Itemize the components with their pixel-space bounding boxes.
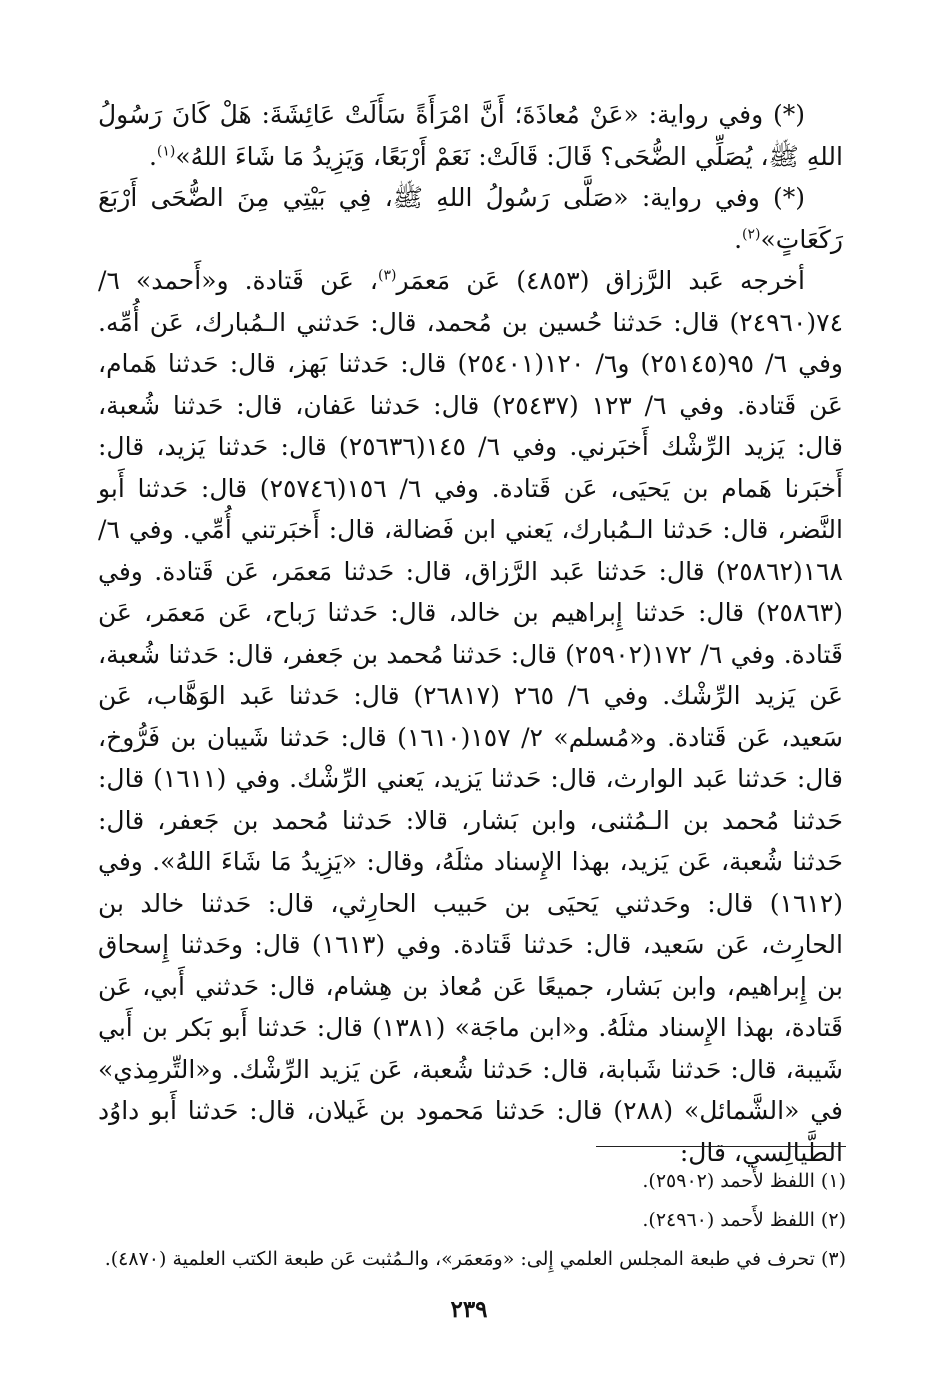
- takhrij-paragraph: [98, 260, 843, 1173]
- footnote-separator: [596, 1146, 846, 1147]
- footnote-ref-2[interactable]: (٢): [742, 226, 761, 243]
- main-text: [98, 94, 843, 1173]
- footnotes: [96, 1162, 846, 1279]
- footnote-ref-3[interactable]: (٣): [378, 267, 397, 284]
- footnote-3: (٣) تحرف في طبعة المجلس العلمي إِلى: «ومَعمَر»، والـمُثبت عَن طبعة الكتب العلمية (٤٨٧٠).: [104, 1248, 846, 1270]
- footnote-ref-1[interactable]: (١): [156, 143, 176, 160]
- narration-paragraph-2: [98, 177, 843, 260]
- page-number: ٢٣٩: [450, 1296, 488, 1323]
- takhrij-text-rest: ، عَن قَتادة. و«أَحمد» ٦/ ٧٤(٢٤٩٦٠) قال: حَدثنا حُسين بن مُحمد، قال: حَدثني الـمُبارك، عَن أُمِّه. وفي ٦/ ٩٥(٢٥١٤٥) و٦/ ١٢٠(٢٥٤٠١) قال: حَدثنا بَهز، قال: حَدثنا هَمام، عَن قَتادة. وفي ٦/ ١٢٣ (٢٥٤٣٧) قال: حَدثنا عَفان، قال: حَدثنا شُعبة، قال: يَزيد الرِّشْك أَخبَرني. وفي ٦/ ١٤٥(٢٥٦٣٦) قال: حَدثنا يَزيد، قال: أَخبَرنا هَمام بن يَحيَى، عَن قَتادة. وفي ٦/ ١٥٦(٢٥٧٤٦) قال: حَدثنا أَبو النَّضر، قال: حَدثنا الـمُبارك، يَعني ابن فَضالة، قال: أَخبَرتني أُمِّي. وفي ٦/ ١٦٨(٢٥٨٦٢) قال: حَدثنا عَبد الرَّزاق، قال: حَدثنا مَعمَر، عَن قَتادة. وفي (٢٥٨٦٣) قال: حَدثنا إِبراهيم بن خالد، قال: حَدثنا رَباح، عَن مَعمَر، عَن قَتادة. وفي ٦/ ١٧٢(٢٥٩٠٢) قال: حَدثنا مُحمد بن جَعفر، قال: حَدثنا شُعبة، عَن يَزيد الرِّشْك. وفي ٦/ ٢٦٥ (٢٦٨١٧) قال: حَدثنا عَبد الوَهَّاب، عَن سَعيد، عَن قَتادة. و«مُسلم» ٢/ ١٥٧(١٦١٠) قال: حَدثنا شَيبان بن فَرُّوخ، قال: حَدثنا عَبد الوارث، قال: حَدثنا يَزيد، يَعني الرِّشْك. وفي (١٦١١) قال: حَدثنا مُحمد بن الـمُثنى، وابن بَشار، قالا: حَدثنا مُحمد بن جَعفر، قال: حَدثنا شُعبة، عَن يَزيد، بهذا الإِسناد مثلَهُ، وقال: «يَزِيدُ مَا شَاءَ اللهُ». وفي (١٦١٢) قال: وحَدثني يَحيَى بن حَبيب الحارِثي، قال: حَدثنا خالد بن الحارِث، عَن سَعيد، قال: حَدثنا قَتادة. وفي (١٦١٣) قال: وحَدثنا إِسحاق بن إِبراهيم، وابن بَشار، جميعًا عَن مُعاذ بن هِشام، قال: حَدثني أَبي، عَن قَتادة، بهذا الإِسناد مثلَهُ. و«ابن ماجَة» (١٣٨١) قال: حَدثنا أَبو بَكر بن أَبي شَيبة، قال: حَدثنا شَبابة، قال: حَدثنا شُعبة، عَن يَزيد الرِّشْك. و«التِّرمِذي» في «الشَّمائل» (٢٨٨) قال: حَدثنا مَحمود بن غَيلان، قال: حَدثنا أَبو داوُد الطَّيالِسي، قال:: [98, 266, 844, 1167]
- takhrij-text-start: أخرجه عَبد الرَّزاق (٤٨٥٣) عَن مَعمَر: [396, 266, 806, 295]
- footnote-1: (١) اللفظ لأَحمد (٢٥٩٠٢).: [642, 1170, 846, 1192]
- narration-text: (*) وفي رواية: «عَنْ مُعاذَةَ؛ أَنَّ امْرَأَةً سَأَلَتْ عَائِشَةَ: هَلْ كَانَ رَسُولُ اللهِ ﷺ، يُصَلِّي الضُّحَى؟ قَالَ: قَالَتْ: نَعَمْ أَرْبَعًا، وَيَزِيدُ مَا شَاءَ اللهُ»: [98, 100, 843, 171]
- narration-text: (*) وفي رواية: «صَلَّى رَسُولُ اللهِ ﷺ، فِي بَيْتِي مِنَ الضُّحَى أَرْبَعَ رَكَعَاتٍ»: [98, 183, 843, 254]
- narration-paragraph-1: (*) وفي رواية: «عَنْ مُعاذَةَ؛ أَنَّ امْرَأَةً سَأَلَتْ عَائِشَةَ: هَلْ كَانَ رَسُولُ اللهِ ﷺ، يُصَلِّي الضُّحَى؟ قَالَ: قَالَتْ: نَعَمْ أَرْبَعًا، وَيَزِيدُ مَا شَاءَ اللهُ»$^{(١)}$.: [98, 100, 843, 171]
- end-mark: .: [734, 224, 743, 254]
- footnote-2: (٢) اللفظ لأَحمد (٢٤٩٦٠).: [642, 1209, 846, 1231]
